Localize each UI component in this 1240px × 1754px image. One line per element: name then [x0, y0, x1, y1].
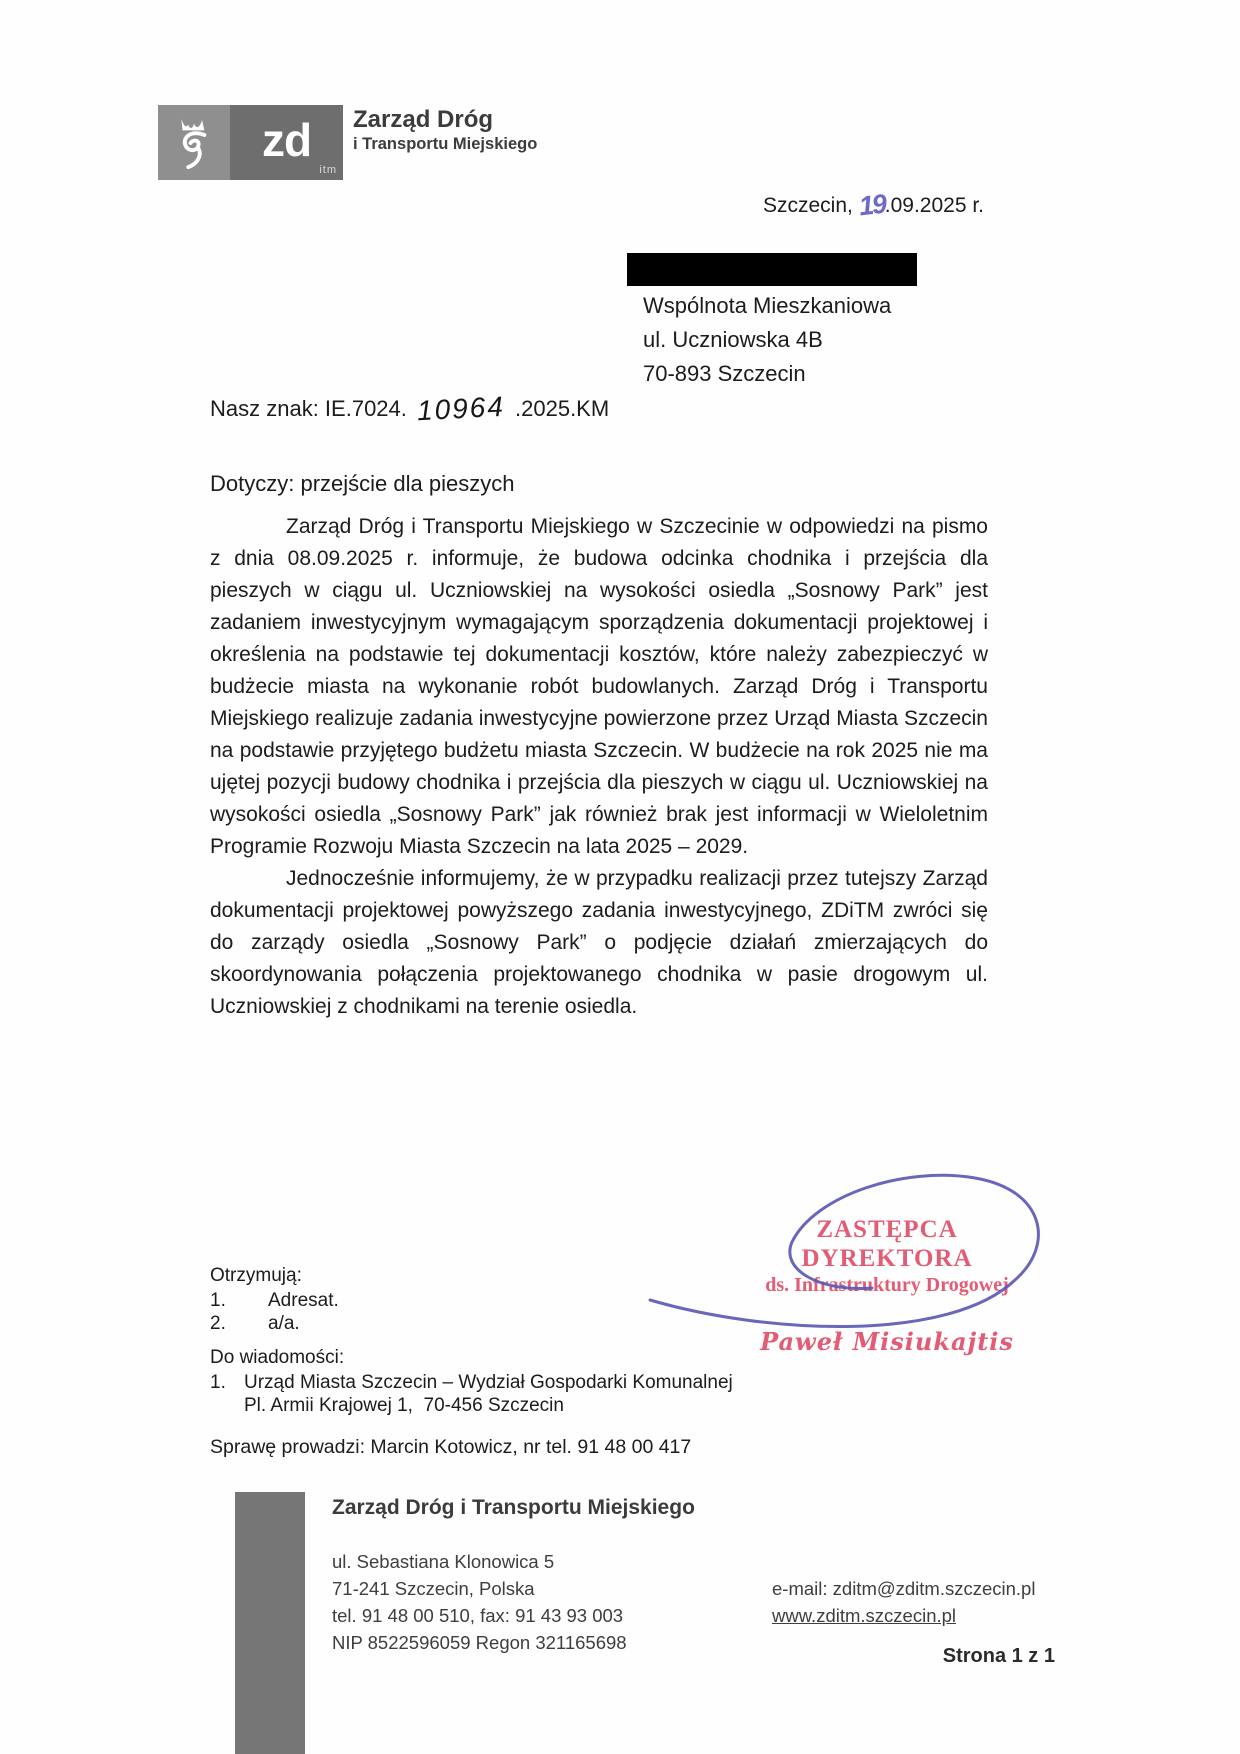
dateline-city: Szczecin,	[762, 194, 853, 217]
stamp-signer-name: Paweł Misiukajtis	[760, 1327, 1014, 1356]
body-paragraph: Jednocześnie informujemy, że w przypadku realizacji przez tutejszy Zarząd dokumentacji projektowej powyższego zadania inwestycyjnego, ZDiTM zwróci się do zarządy osiedla „Sosnowy Park” o podjęcie działań zmierzających do skoordynowania połączenia projektowanego chodnika w pasie drogowym ul. Uczniowskiej z chodnikami na terenie osiedla.	[210, 867, 988, 1018]
handwritten-reference-number: 10964	[416, 390, 506, 427]
footer-address-line: ul. Sebastiana Klonowica 5	[332, 1551, 555, 1572]
recipient-line: ul. Uczniowska 4B	[643, 327, 823, 352]
reference-suffix: .2025.KM	[515, 396, 610, 421]
footer-address-line: NIP 8522596059 Regon 321165698	[332, 1632, 627, 1653]
distribution-list	[210, 1263, 339, 1335]
redacted-recipient-name	[627, 253, 917, 286]
subject-line: Dotyczy: przejście dla pieszych	[210, 471, 515, 496]
footer-address-line: 71-241 Szczecin, Polska	[332, 1578, 535, 1599]
recipient-line: 70-893 Szczecin	[643, 361, 806, 386]
footer-website-link[interactable]: www.zditm.szczecin.pl	[772, 1605, 957, 1626]
item-text: Adresat.	[268, 1290, 339, 1311]
stamp-title: ZASTĘPCA DYREKTORA	[801, 1216, 973, 1272]
dateline-rest: .09.2025 r.	[884, 194, 984, 217]
cc-item-lines	[244, 1371, 733, 1417]
dateline	[763, 190, 984, 221]
recipient-block	[627, 253, 917, 391]
distribution-heading: Otrzymują:	[210, 1265, 302, 1286]
griffin-icon	[158, 105, 230, 180]
item-number: 1.	[210, 1290, 226, 1311]
cc-item-line: Pl. Armii Krajowej 1, 70-456 Szczecin	[244, 1395, 564, 1416]
handwritten-day: 19	[857, 188, 887, 222]
distribution-item	[210, 1289, 339, 1312]
logo-zd-tile	[230, 105, 343, 180]
cc-list	[210, 1345, 733, 1417]
org-name	[353, 106, 537, 154]
letter-body	[210, 511, 988, 1023]
org-name-line2: i Transportu Miejskiego	[353, 135, 538, 153]
item-text: a/a.	[268, 1313, 300, 1334]
director-stamp	[742, 1215, 1032, 1356]
zditm-logo	[158, 105, 343, 180]
item-number: 1.	[210, 1372, 226, 1393]
recipient-line: Wspólnota Mieszkaniowa	[643, 293, 892, 318]
case-officer-line: Sprawę prowadzi: Marcin Kotowicz, nr tel. 91 48 00 417	[210, 1436, 692, 1458]
item-number: 2.	[210, 1313, 226, 1334]
org-name-line1: Zarząd Dróg	[353, 106, 494, 133]
cc-item	[210, 1371, 733, 1417]
stamp-subtitle: ds. Infrastruktury Drogowej	[765, 1274, 1009, 1296]
footer-contact	[772, 1575, 1035, 1629]
body-paragraph: Zarząd Dróg i Transportu Miejskiego w Szczecinie w odpowiedzi na pismo z dnia 08.09.2025 r. informuje, że budowa odcinka chodnika i przejścia dla pieszych w ciągu ul. Uczniowskiej na wysokości osiedla „Sosnowy Park” jest zadaniem inwestycyjnym wymagającym sporządzenia dokumentacji projektowej i określenia na podstawie tej dokumentacji kosztów, które należy zabezpieczyć w budżecie miasta na wykonanie robót budowlanych. Zarząd Dróg i Transportu Miejskiego realizuje zadania inwestycyjne powierzone przez Urząd Miasta Szczecin na podstawie przyjętego budżetu miasta Szczecin. W budżecie na rok 2025 nie ma ujętej pozycji budowy chodnika i przejścia dla pieszych w ciągu ul. Uczniowskiej na wysokości osiedla „Sosnowy Park” jak również brak jest informacji w Wieloletnim Programie Rozwoju Miasta Szczecin na lata 2025 – 2029.	[210, 515, 988, 858]
footer-address	[332, 1548, 627, 1656]
footer-org-name: Zarząd Dróg i Transportu Miejskiego	[332, 1496, 695, 1519]
cc-item-line: Urząd Miasta Szczecin – Wydział Gospodarki Komunalnej	[244, 1372, 733, 1393]
footer-address-line: tel. 91 48 00 510, fax: 91 43 93 003	[332, 1605, 624, 1626]
logo-zd-text: zd	[261, 113, 312, 166]
footer-email: e-mail: zditm@zditm.szczecin.pl	[772, 1578, 1036, 1599]
footer-accent-bar	[235, 1492, 305, 1754]
cc-heading: Do wiadomości:	[210, 1347, 345, 1368]
reference-number	[210, 390, 610, 427]
reference-prefix: Nasz znak: IE.7024.	[210, 396, 407, 421]
page-number: Strona 1 z 1	[942, 1645, 1055, 1667]
logo-itm-text: itm	[319, 164, 337, 176]
distribution-item	[210, 1312, 339, 1335]
